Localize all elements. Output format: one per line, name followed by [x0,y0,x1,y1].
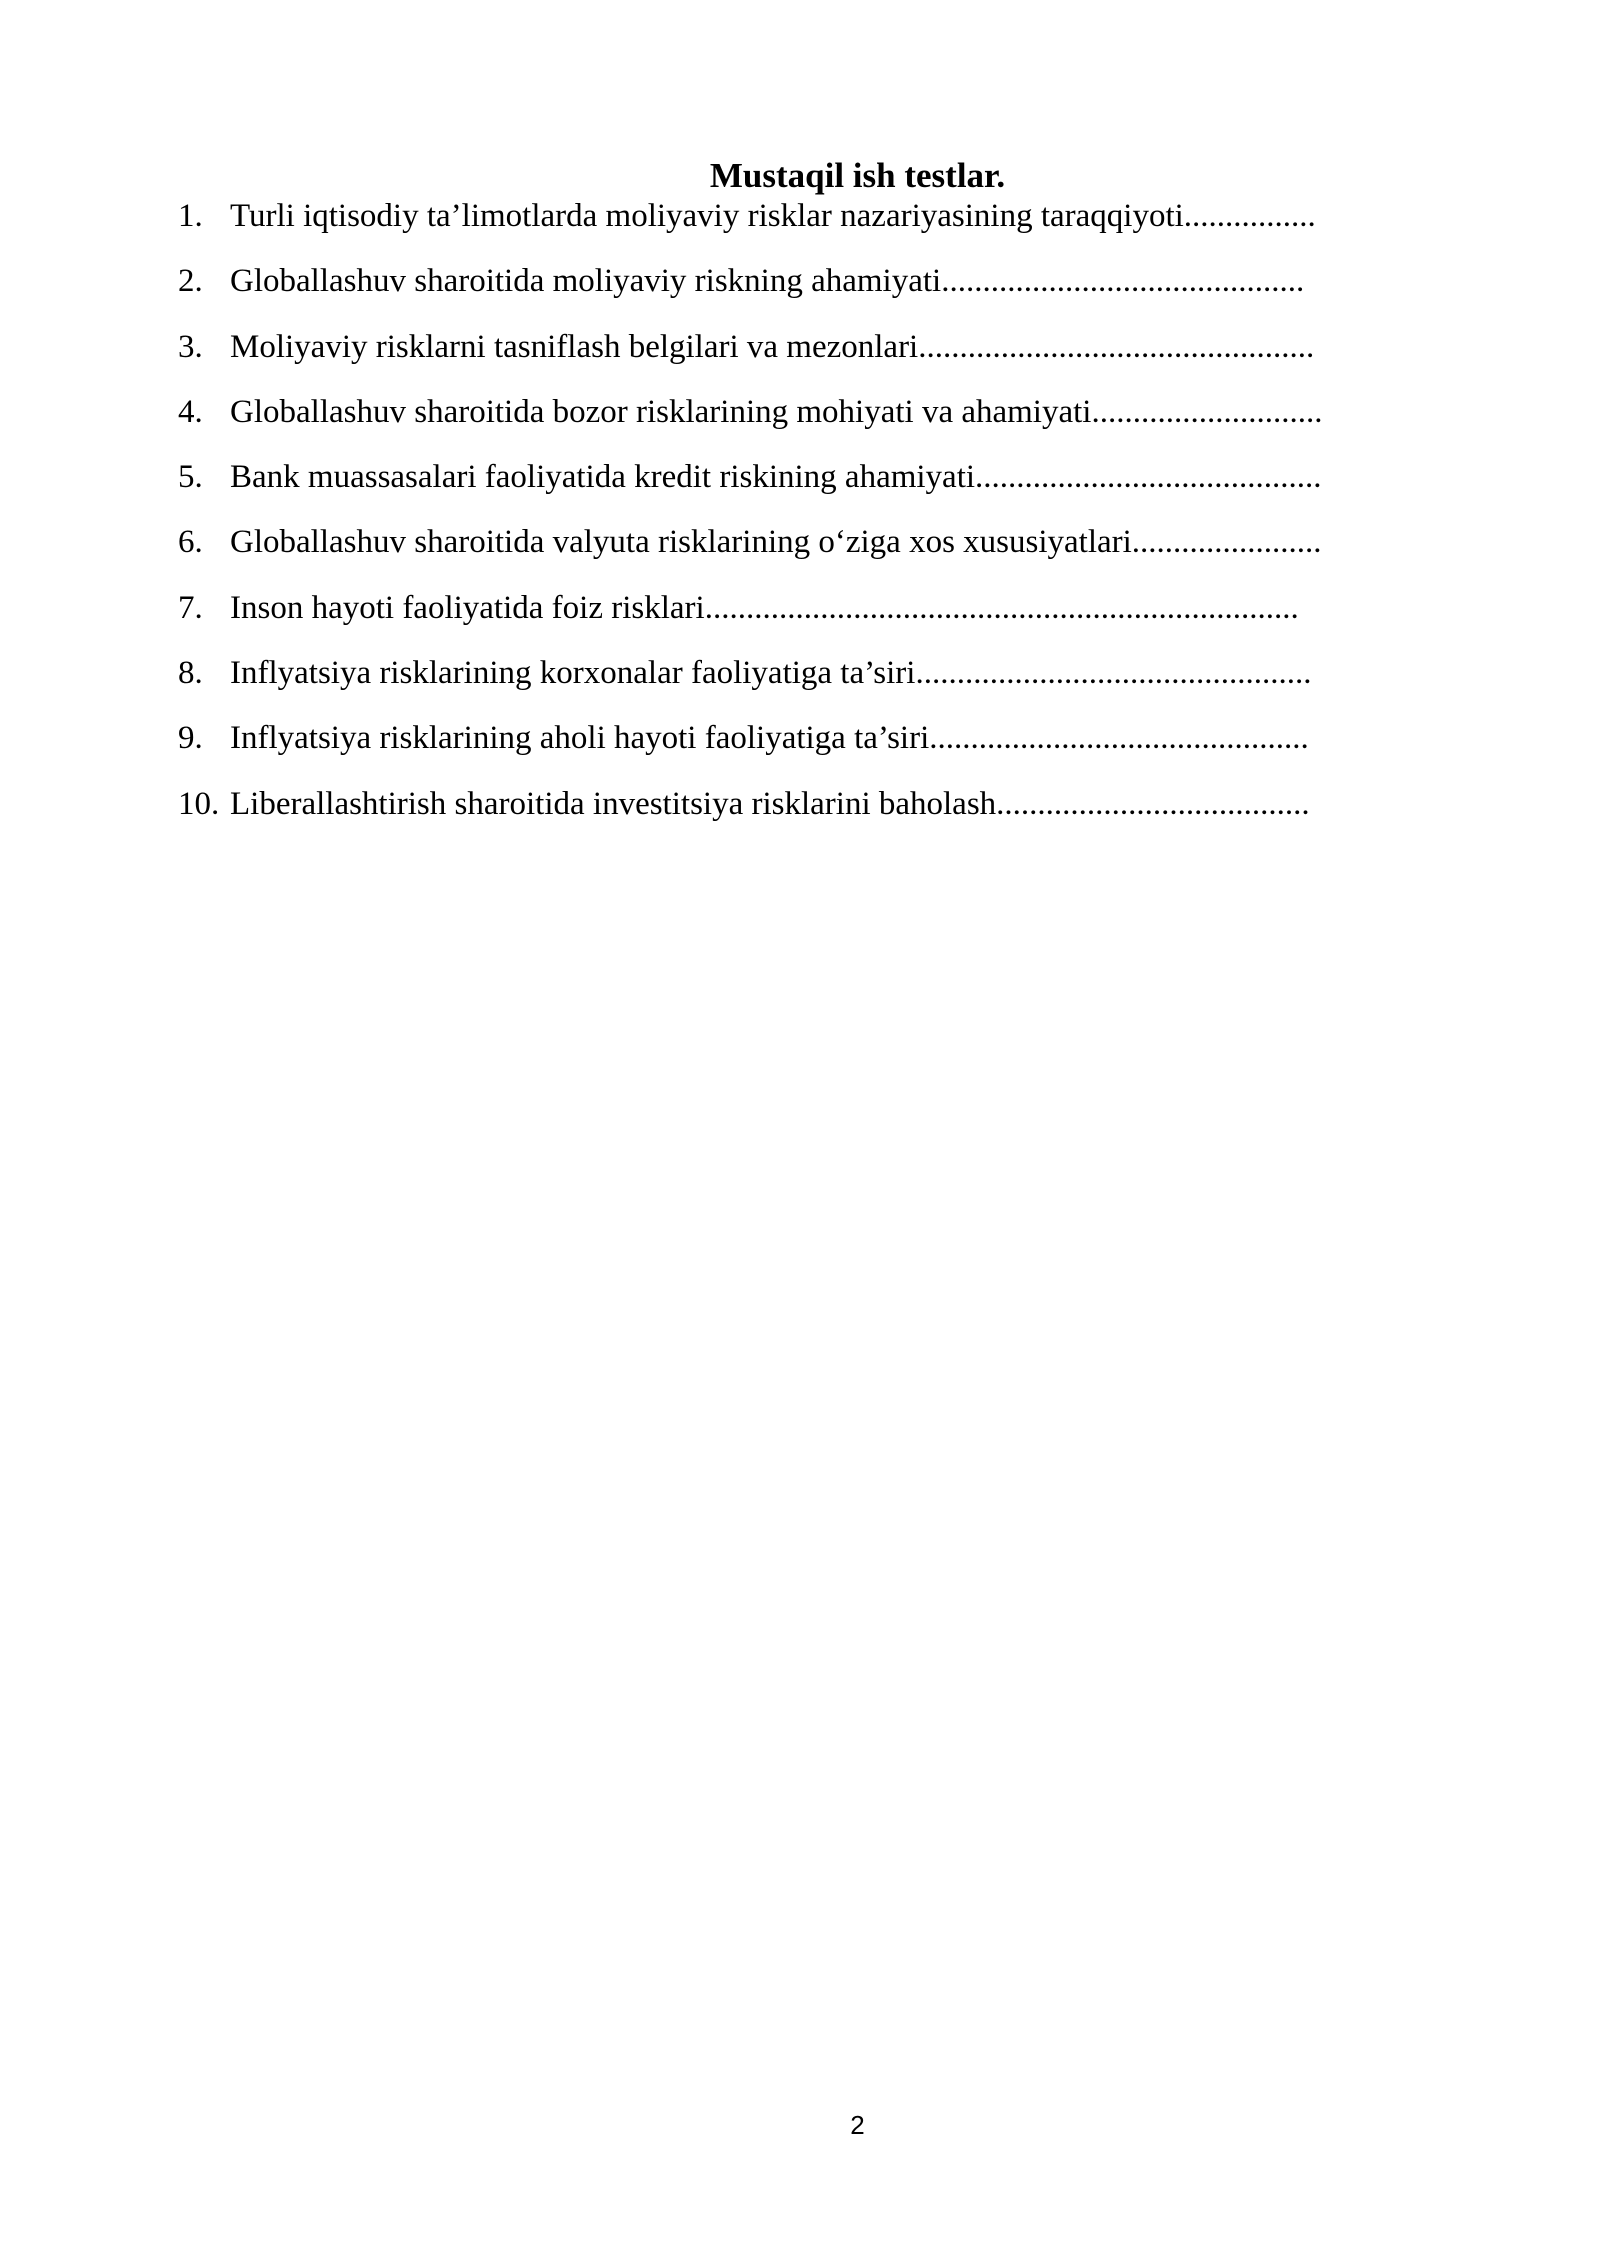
list-item [178,524,1498,589]
document-title: Mustaqil ish testlar. [709,156,1006,195]
list-item-text: Globallashuv sharoitida valyuta risklarining o‘ziga xos xususiyatlari....................... [230,524,1322,561]
list-item-number: 1. [178,198,203,234]
list-item-number: 5. [178,459,203,496]
list-item-text: Inflyatsiya risklarining korxonalar faoliyatiga ta’siri................................................ [230,655,1312,692]
list-item [178,786,1498,851]
page-number: 2 [850,2110,865,2140]
list-item-text: Inflyatsiya risklarining aholi hayoti faoliyatiga ta’siri.............................................. [230,720,1309,757]
list-item-text: Bank muassasalari faoliyatida kredit riskining ahamiyati.......................................... [230,459,1322,496]
list-item-number: 10. [178,785,220,822]
list-item-number: 4. [178,393,203,430]
list-item-text: Moliyaviy risklarni tasniflash belgilari va mezonlari................................................ [230,328,1315,365]
list-item [178,329,1498,394]
list-item-number: 8. [178,655,203,692]
list-item [178,655,1498,720]
list-item [178,590,1498,655]
list-item-number: 3. [178,328,203,365]
list-item-text: Globallashuv sharoitida moliyaviy riskning ahamiyati............................................ [230,263,1305,300]
list-item-text: Turli iqtisodiy ta’limotlarda moliyaviy risklar nazariyasining taraqqiyoti................ [230,198,1316,234]
list-item [178,720,1498,785]
list-item-text: Liberallashtirish sharoitida investitsiya risklarini baholash...................................... [230,785,1310,822]
list-item-number: 9. [178,720,203,757]
list-item-number: 7. [178,589,203,626]
list-item [178,263,1498,328]
list-item-text: Globallashuv sharoitida bozor risklarining mohiyati va ahamiyati............................ [230,393,1323,430]
topic-list [178,198,1498,851]
list-item-number: 6. [178,524,203,561]
list-item-text: Inson hayoti faoliyatida foiz risklari........................................................................ [230,589,1299,626]
list-item [178,198,1498,263]
list-item [178,394,1498,459]
list-item-number: 2. [178,263,203,300]
list-item [178,459,1498,524]
